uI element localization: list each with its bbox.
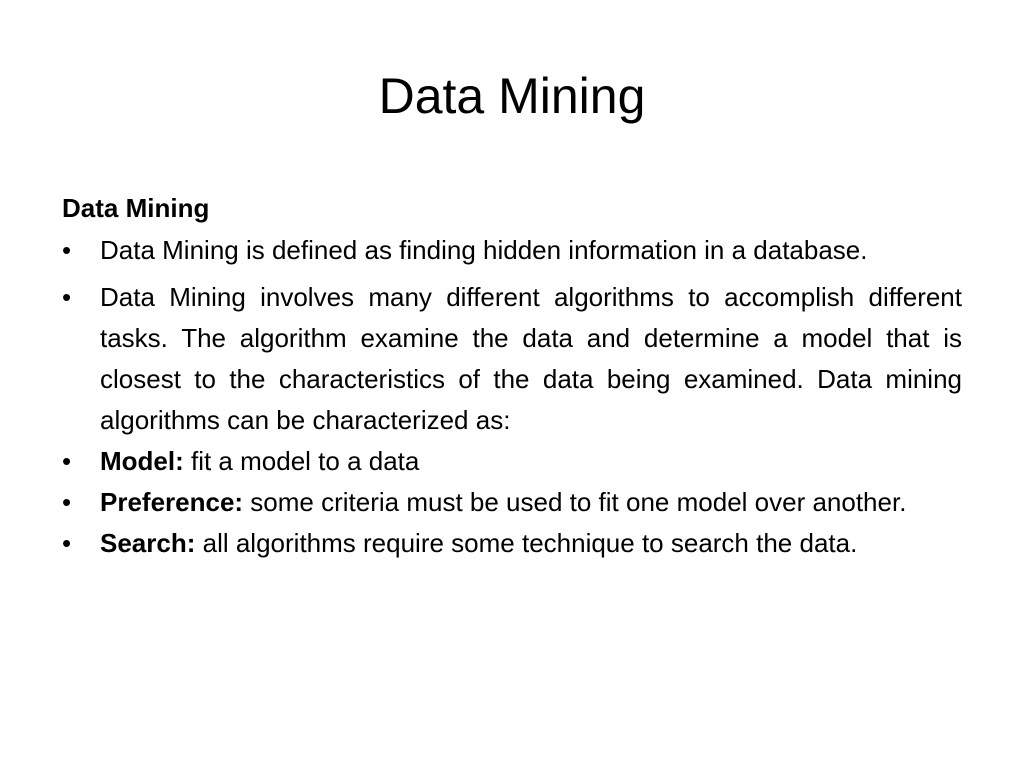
bullet-text: all algorithms require some technique to search the data. xyxy=(195,528,858,558)
bullet-text: fit a model to a data xyxy=(183,446,420,476)
bullet-list xyxy=(62,230,962,564)
bullet-term: Preference: xyxy=(100,487,244,517)
bullet-text: Data Mining involves many different algorithms to accomplish different tasks. The algorithm examine the data and determine a model that is closest to the characteristics of the data being examined. Data mining algorithms can be characterized as: xyxy=(100,282,962,435)
bullet-icon: • xyxy=(62,235,72,265)
bullet-item xyxy=(62,523,962,564)
bullet-text: some criteria must be used to fit one model over another. xyxy=(243,487,907,517)
section-heading: Data Mining xyxy=(62,193,210,223)
bullet-item xyxy=(62,277,962,441)
bullet-term: Model: xyxy=(100,446,184,476)
bullet-item xyxy=(62,230,962,271)
bullet-text: Data Mining is defined as finding hidden information in a database. xyxy=(100,235,868,265)
bullet-item xyxy=(62,441,962,482)
bullet-icon: • xyxy=(62,487,72,517)
bullet-icon: • xyxy=(62,446,72,476)
bullet-icon: • xyxy=(62,282,72,312)
bullet-icon: • xyxy=(62,528,72,558)
slide-title: Data Mining xyxy=(378,68,646,124)
bullet-term: Search: xyxy=(100,528,196,558)
slide-content xyxy=(62,190,962,564)
bullet-item xyxy=(62,482,962,523)
